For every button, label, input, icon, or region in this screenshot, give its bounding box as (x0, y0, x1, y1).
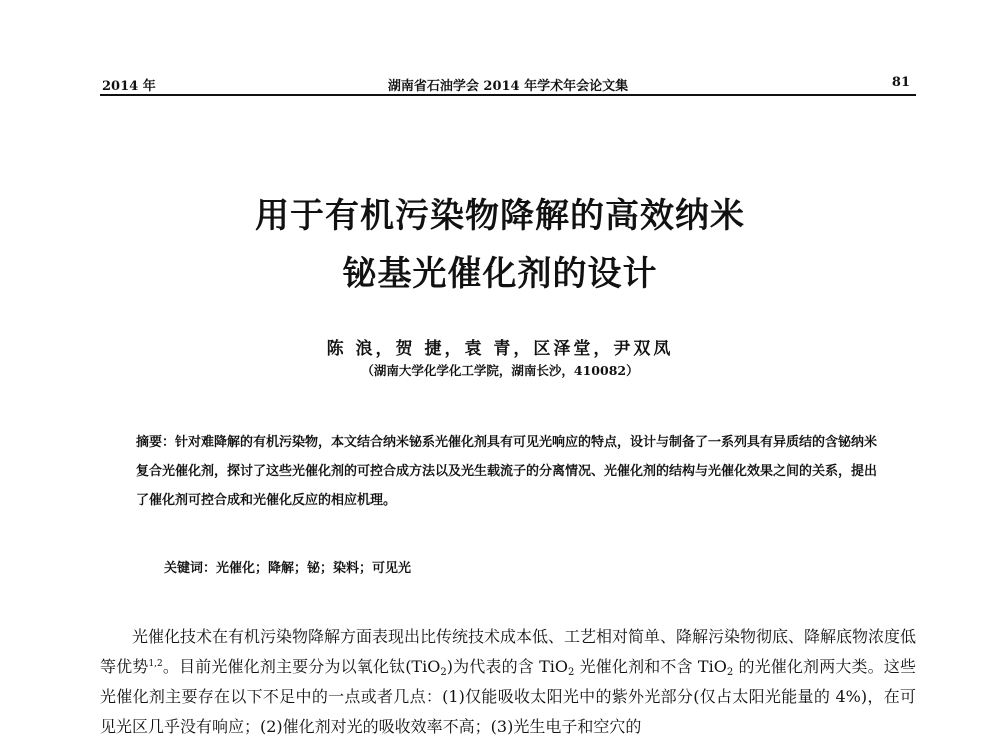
body-text-segment: )为代表的含 TiO (446, 657, 569, 676)
body-text-segment: 光催化剂和不含 TiO (574, 657, 727, 676)
abstract-text: 针对难降解的有机污染物，本文结合纳米铋系光催化剂具有可见光响应的特点，设计与制备了一系列具有异质结的含铋纳米复合光催化剂，探讨了这些光催化剂的可控合成方法以及光生载流子的分离情况、光催化剂的结构与光催化效果之间的关系，提出了催化剂可控合成和光催化反应的相应机理。 (136, 435, 878, 508)
body-text-segment: 光催化技术在有机污染物降解方面表现出比传统技术成本低、工艺相对简单、降解污染物彻底、降解底物浓度低等优势 (100, 627, 917, 676)
header-page-number: 81 (891, 75, 910, 90)
subscript: 2 (568, 667, 575, 678)
affiliation: （湖南大学化学化工学院，湖南长沙，410082） (361, 363, 639, 378)
body-paragraph-1 (100, 622, 916, 742)
authors: 陈 浪，贺 捷，袁 青，区泽堂，尹双凤 (326, 339, 674, 359)
body-text (100, 622, 916, 742)
abstract-label: 摘要： (136, 435, 176, 450)
abstract (136, 428, 878, 515)
paper-title-line-2: 铋基光催化剂的设计 (342, 254, 658, 294)
keywords-label: 关键词： (164, 561, 217, 576)
body-text-segment: 的光催化剂两大类。这些光催化剂主要存在以下不足中的一点或者几点：(1)仅能吸收太阳光中的紫外光部分(仅占太阳光能量的 4%)，在可见光区几乎没有响应；(2)催化剂对光的吸收效率不高；(3)光生电子和空穴的 (100, 657, 916, 736)
header-year: 2014 年 (102, 79, 156, 94)
header-journal: 湖南省石油学会 2014 年学术年会论文集 (387, 79, 629, 94)
running-header (100, 72, 916, 94)
keywords (164, 557, 411, 576)
header-rule (100, 94, 916, 96)
paper-title-line-1: 用于有机污染物降解的高效纳米 (255, 196, 745, 236)
keywords-text: 光催化；降解；铋；染料；可见光 (216, 561, 412, 576)
citation-ref: 1,2 (148, 659, 163, 669)
subscript: 2 (440, 667, 447, 678)
subscript: 2 (726, 667, 734, 678)
body-text-segment: 。目前光催化剂主要分为以氧化钛(TiO (162, 657, 441, 676)
